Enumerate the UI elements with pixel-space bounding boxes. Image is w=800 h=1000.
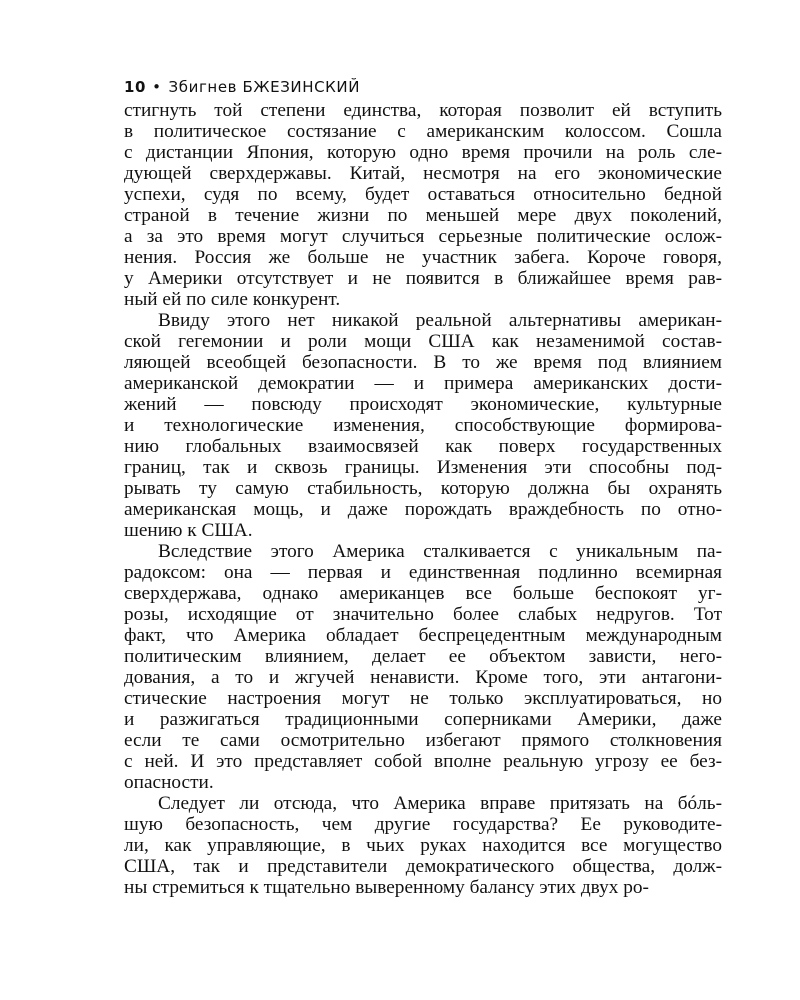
text-line: нию глобальных взаимосвязей как поверх государственных bbox=[124, 436, 722, 457]
running-header bbox=[124, 74, 722, 100]
text-line: с дистанции Япония, которую одно время прочили на роль сле- bbox=[124, 142, 722, 163]
text-line: американской демократии — и примера американских дости- bbox=[124, 373, 722, 394]
text-line: в политическое состязание с американским колоссом. Сошла bbox=[124, 121, 722, 142]
text-line: страной в течение жизни по меньшей мере двух поколений, bbox=[124, 205, 722, 226]
text-line: и технологические изменения, способствующие формирова- bbox=[124, 415, 722, 436]
text-line: стигнуть той степени единства, которая позволит ей вступить bbox=[124, 100, 722, 121]
text-line: с ней. И это представляет собой вполне реальную угрозу ее без- bbox=[124, 751, 722, 772]
text-line: ляющей всеобщей безопасности. В то же время под влиянием bbox=[124, 352, 722, 373]
text-line: Вследствие этого Америка сталкивается с уникальным па- bbox=[158, 541, 722, 562]
text-line: рывать ту самую стабильность, которую должна бы охранять bbox=[124, 478, 722, 499]
text-line: а за это время могут случиться серьезные политические ослож- bbox=[124, 226, 722, 247]
text-line: стические настроения могут не только эксплуатироваться, но bbox=[124, 688, 722, 709]
text-line: и разжигаться традиционными соперниками Америки, даже bbox=[124, 709, 722, 730]
text-line: шению к США. bbox=[124, 520, 253, 541]
text-line: Следует ли отсюда, что Америка вправе притязать на бóль- bbox=[158, 793, 722, 814]
text-line: если те сами осмотрительно избегают прямого столкновения bbox=[124, 730, 722, 751]
text-line: США, так и представители демократического общества, долж- bbox=[124, 856, 722, 877]
paragraph bbox=[124, 310, 722, 541]
text-line: американская мощь, и даже порождать враждебность по отно- bbox=[124, 499, 722, 520]
text-line: ный ей по силе конкурент. bbox=[124, 289, 341, 310]
text-line: шую безопасность, чем другие государства? Ее руководите- bbox=[124, 814, 722, 835]
text-line: опасности. bbox=[124, 772, 214, 793]
text-line: дования, а то и жгучей ненависти. Кроме того, эти антагони- bbox=[124, 667, 722, 688]
paragraph bbox=[124, 100, 722, 310]
text-line: ской гегемонии и роли мощи США как незаменимой состав- bbox=[124, 331, 722, 352]
book-page bbox=[124, 74, 722, 898]
body-text bbox=[124, 100, 722, 898]
text-line: у Америки отсутствует и не появится в ближайшее время рав- bbox=[124, 268, 722, 289]
author-name: Збигнев БЖЕЗИНСКИЙ bbox=[168, 78, 361, 96]
text-line: нения. Россия же больше не участник забега. Короче говоря, bbox=[124, 247, 722, 268]
text-line: Ввиду этого нет никакой реальной альтернативы американ- bbox=[158, 310, 722, 331]
text-line: розы, исходящие от значительно более слабых недругов. Тот bbox=[124, 604, 722, 625]
text-line: политическим влиянием, делает ее объектом зависти, него- bbox=[124, 646, 722, 667]
text-line: факт, что Америка обладает беспрецедентным международным bbox=[124, 625, 722, 646]
page-number: 10 bbox=[124, 78, 147, 96]
paragraph bbox=[124, 541, 722, 793]
text-line: успехи, судя по всему, будет оставаться относительно бедной bbox=[124, 184, 722, 205]
text-line: ли, как управляющие, в чьих руках находится все могущество bbox=[124, 835, 722, 856]
text-line: жений — повсюду происходят экономические, культурные bbox=[124, 394, 722, 415]
text-line: дующей сверхдержавы. Китай, несмотря на его экономические bbox=[124, 163, 722, 184]
text-line: границ, так и сквозь границы. Изменения эти способны под- bbox=[124, 457, 722, 478]
text-line: сверхдержава, однако американцев все больше беспокоят уг- bbox=[124, 583, 722, 604]
text-line: ны стремиться к тщательно выверенному балансу этих двух ро- bbox=[124, 877, 649, 898]
header-bullet: • bbox=[152, 78, 162, 96]
paragraph bbox=[124, 793, 722, 898]
text-line: радоксом: она — первая и единственная подлинно всемирная bbox=[124, 562, 722, 583]
